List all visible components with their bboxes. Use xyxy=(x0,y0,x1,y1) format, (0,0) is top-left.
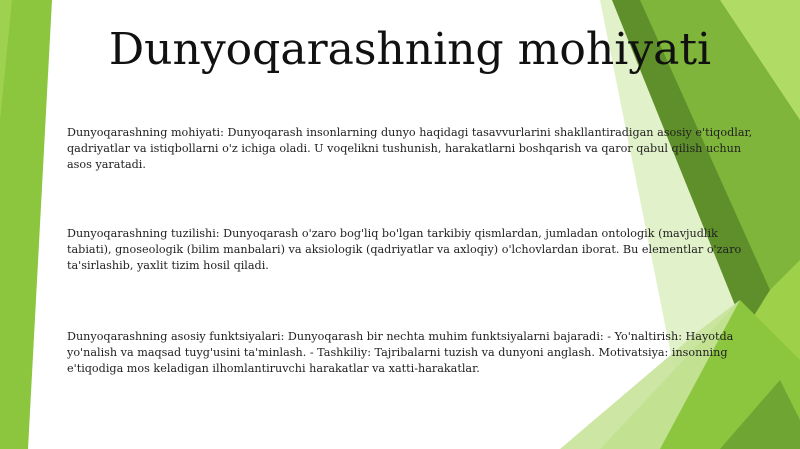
paragraph-functions: Dunyoqarashning asosiy funktsiyalari: Dunyoqarash bir nechta muhim funktsiyalarni bajaradi: - Yo'naltirish: Hayotda yo'nalish va maqsad tuyg'usini ta'minlash. - Tashkiliy: Tajribalarni tuzish va dunyoni anglash. Motivatsiya: insonning e'tiqodiga mos keladigan ilhomlantiruvchi harakatlar va xatti-harakatlar. xyxy=(67,330,734,375)
slide-title: Dunyoqarashning mohiyati xyxy=(108,24,712,75)
paragraph-structure: Dunyoqarashning tuzilishi: Dunyoqarash o'zaro bog'liq bo'lgan tarkibiy qismlardan, jumladan ontologik (mavjudlik tabiati), gnoseologik (bilim manbalari) va aksiologik (qadriyatlar va axloqiy) o'lchovlardan iborat. Bu elementlar o'zaro ta'sirlashib, yaxlit tizim hosil qiladi. xyxy=(67,227,742,272)
paragraph-essence: Dunyoqarashning mohiyati: Dunyoqarash insonlarning dunyo haqidagi tasavvurlarini shakllantiradigan asosiy e'tiqodlar, qadriyatlar va istiqbollarni o'z ichiga oladi. U voqelikni tushunish, harakatlarni boshqarish va qaror qabul qilish uchun asos yaratadi. xyxy=(67,126,753,171)
left-green-strip xyxy=(0,0,52,449)
